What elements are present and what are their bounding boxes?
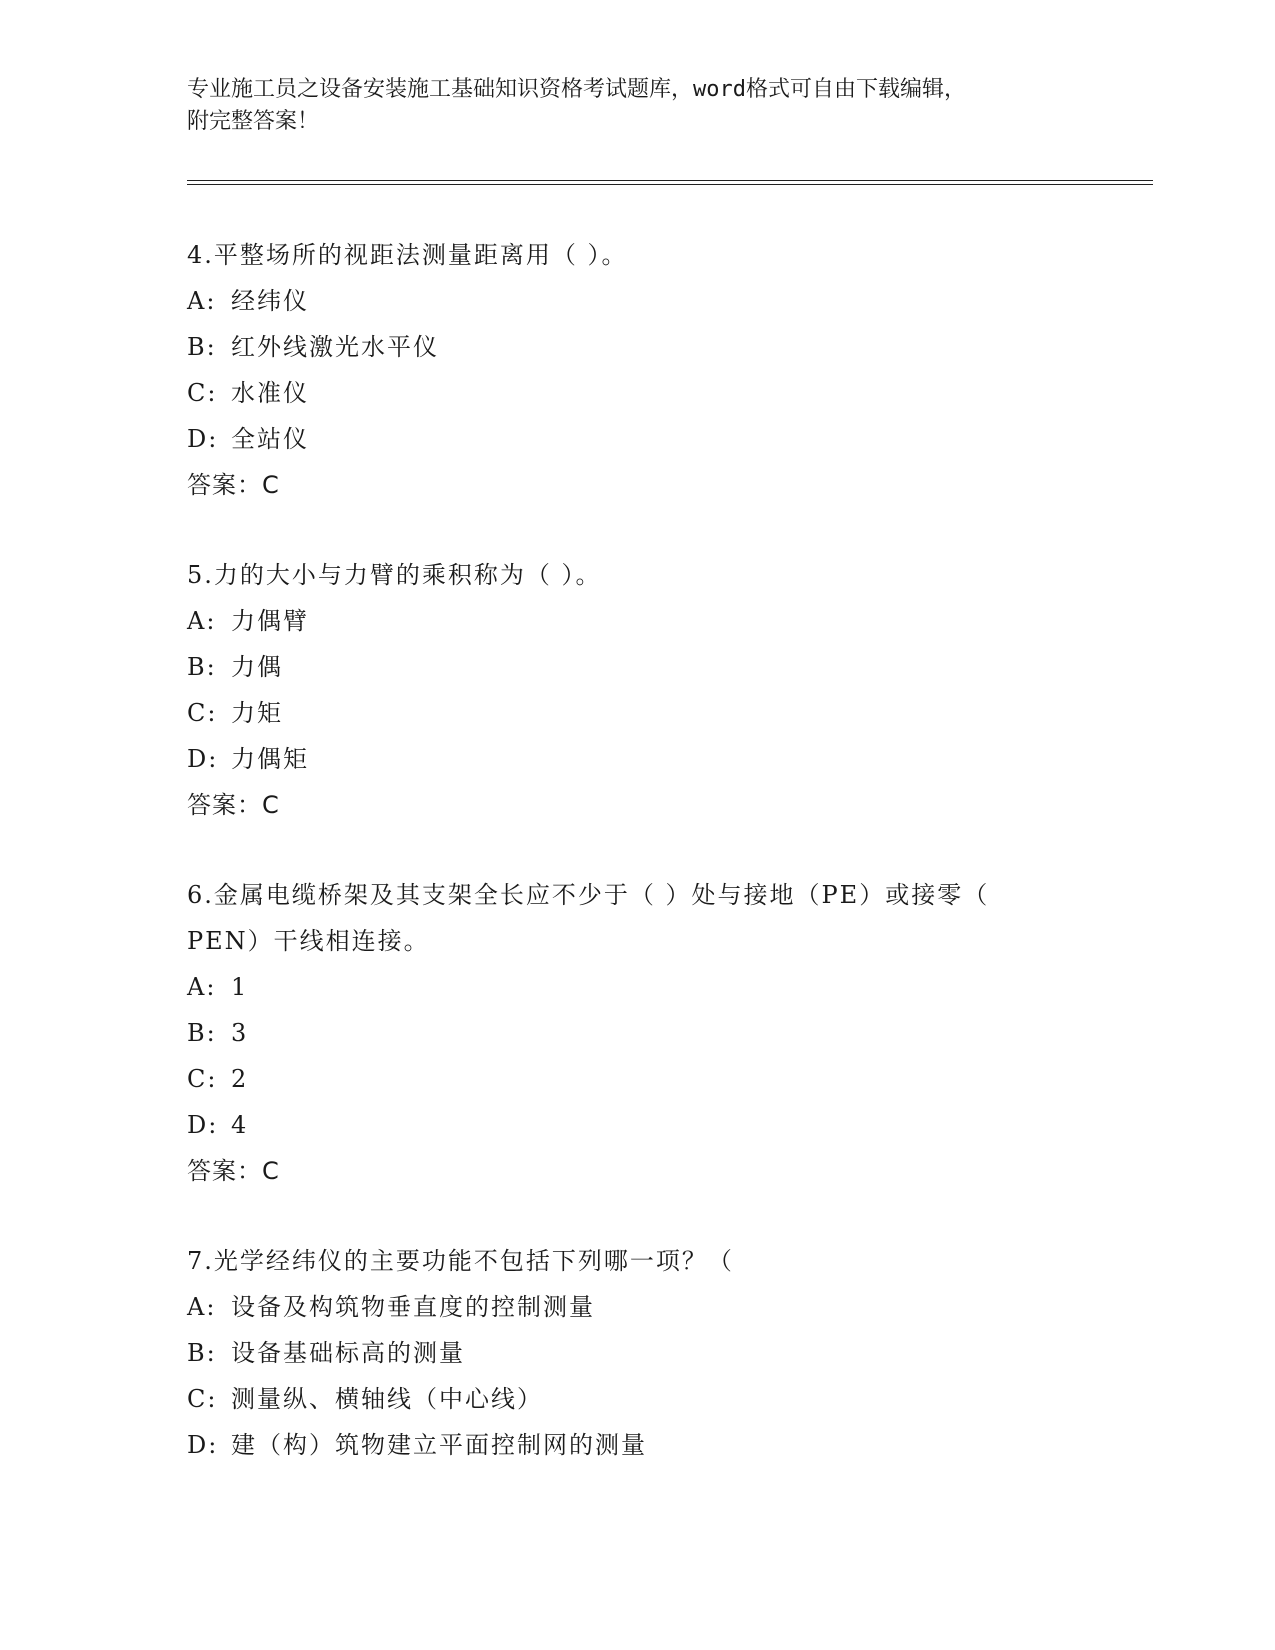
option-text: 力矩 (231, 699, 283, 727)
document-header (187, 74, 1067, 138)
header-divider-top (187, 180, 1153, 181)
option-d (187, 736, 1087, 782)
option-letter: C: (187, 1065, 218, 1093)
question-stem-line-2: PEN）干线相连接。 (187, 927, 430, 955)
option-letter: B: (187, 333, 217, 361)
question-7 (187, 1238, 1087, 1468)
option-a (187, 278, 1087, 324)
question-stem-line-1: 6.金属电缆桥架及其支架全长应不少于（ ）处与接地（PE）或接零（ (187, 881, 990, 909)
question-5 (187, 552, 1087, 828)
option-a (187, 1284, 1087, 1330)
question-6 (187, 872, 1087, 1194)
question-stem: 4.平整场所的视距法测量距离用（ ）。 (187, 241, 628, 269)
header-line-1: 专业施工员之设备安装施工基础知识资格考试题库，word格式可自由下载编辑， (187, 77, 966, 102)
option-letter: D: (187, 1111, 219, 1139)
option-a (187, 964, 1087, 1010)
option-text: 设备基础标高的测量 (231, 1339, 465, 1367)
option-letter: B: (187, 653, 217, 681)
option-letter: B: (187, 1019, 217, 1047)
option-a (187, 598, 1087, 644)
option-text: 力偶臂 (231, 607, 309, 635)
option-c (187, 690, 1087, 736)
option-b (187, 1330, 1087, 1376)
option-text: 力偶 (231, 653, 283, 681)
question-stem: 5.力的大小与力臂的乘积称为（ ）。 (187, 561, 602, 589)
option-c (187, 1056, 1087, 1102)
option-letter: D: (187, 425, 219, 453)
option-text: 红外线激光水平仪 (231, 333, 439, 361)
option-text: 力偶矩 (231, 745, 309, 773)
option-letter: C: (187, 1385, 218, 1413)
option-c (187, 1376, 1087, 1422)
answer-line: 答案：C (187, 471, 280, 499)
option-text: 2 (231, 1065, 249, 1093)
answer-line: 答案：C (187, 1157, 280, 1185)
option-c (187, 370, 1087, 416)
option-letter: A: (187, 287, 217, 315)
option-letter: A: (187, 973, 217, 1001)
option-text: 测量纵、横轴线（中心线） (231, 1385, 543, 1413)
option-letter: C: (187, 699, 218, 727)
header-line-2: 附完整答案！ (187, 109, 320, 134)
option-d (187, 1422, 1087, 1468)
header-divider-bottom (187, 184, 1153, 185)
question-4 (187, 232, 1087, 508)
option-text: 4 (231, 1111, 249, 1139)
option-letter: A: (187, 607, 217, 635)
option-letter: D: (187, 745, 219, 773)
option-b (187, 644, 1087, 690)
option-letter: D: (187, 1431, 219, 1459)
option-text: 经纬仪 (231, 287, 309, 315)
option-text: 设备及构筑物垂直度的控制测量 (231, 1293, 595, 1321)
answer-line: 答案：C (187, 791, 280, 819)
option-d (187, 416, 1087, 462)
option-text: 1 (231, 973, 249, 1001)
option-text: 全站仪 (231, 425, 309, 453)
option-b (187, 324, 1087, 370)
option-letter: C: (187, 379, 218, 407)
option-letter: B: (187, 1339, 217, 1367)
option-text: 建（构）筑物建立平面控制网的测量 (231, 1431, 647, 1459)
option-b (187, 1010, 1087, 1056)
option-text: 3 (231, 1019, 249, 1047)
option-d (187, 1102, 1087, 1148)
question-stem: 7.光学经纬仪的主要功能不包括下列哪一项？（ (187, 1247, 734, 1275)
option-letter: A: (187, 1293, 217, 1321)
option-text: 水准仪 (231, 379, 309, 407)
